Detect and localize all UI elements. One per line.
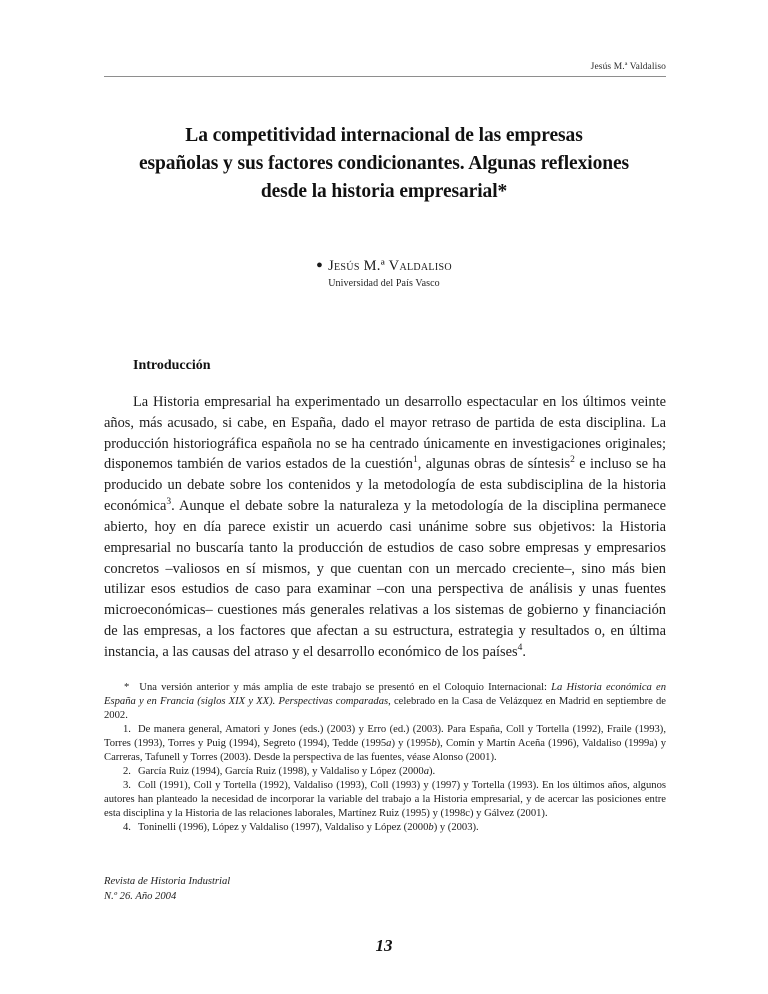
body-paragraph <box>104 392 666 663</box>
footnote-ref-3: 3 <box>166 497 172 508</box>
footnote-4-text-1: Toninelli (1996), López y Valdaliso (1997), Valdaliso y López (2000 <box>137 822 429 834</box>
running-head <box>104 62 666 77</box>
body-text-part-4: . Aunque el debate sobre la naturaleza y la metodología de la disciplina permanece abierto, hoy en día parece existir un acuerdo casi unánime sobre sus objetivos: la Historia empresarial no buscaría tanto la producción de estudios de caso sobre empresas y empresarios concretos –valiosos en sí mismos, y que cuentan con un mercado creciente–, sino más bien utilizar esos estudios de caso para examinar –con una perspectiva de análisis y unas fuentes microeconómicas– cuestiones más generales relativas a los sistemas de gobierno y financiación de las empresas, a los factores que afectan a su estructura, estrategia y resultados o, en última instancia, a las causas del atraso y el desarrollo económico de los países <box>104 498 666 660</box>
footnote-4-text-2: ) y (2003). <box>433 822 479 834</box>
body-text-part-1: La Historia empresarial ha experimentado un desarrollo espectacular en los últimos veinte años, más acusado, si cabe, en España, dado el mayor retraso de partida de esta disciplina. La producción historiográfica española no se ha centrado únicamente en investigaciones originales; disponemos también de varios estados de la cuestión <box>104 394 666 473</box>
footnote-3 <box>104 779 666 821</box>
title-line-3: desde la historia empresarial* <box>260 180 508 202</box>
footnote-2-text-2: ). <box>429 766 436 778</box>
footnote-ref-4: 4 <box>517 642 523 653</box>
footnote-marker-2: 2. <box>123 766 131 778</box>
footnote-star-text-2: , celebrado en la Casa de Velázquez en Madrid en septiembre de 2002. <box>104 696 666 722</box>
footnote-4-italic-1: b <box>428 822 434 834</box>
footnote-marker-star: * <box>124 682 130 693</box>
footnote-2-italic-1: a <box>423 766 430 778</box>
body-text-part-5: . <box>522 643 526 660</box>
footnote-ref-1: 1 <box>413 455 418 466</box>
footnote-4 <box>104 821 666 835</box>
footnote-1-text-2: ) y (1995 <box>391 738 432 750</box>
journal-footer <box>104 874 230 904</box>
footnote-star-italic-title: La Historia económica en España y en Francia (siglos XIX y XX). Perspectivas comparadas <box>104 682 666 708</box>
footnote-ref-2: 2 <box>570 455 575 466</box>
author-line <box>84 258 684 275</box>
page-number: 13 <box>375 936 393 955</box>
journal-issue: N.º 26. Año 2004 <box>104 891 177 903</box>
footnote-marker-3: 3. <box>123 780 131 792</box>
footnote-1-text-3: ), Comín y Martín Aceña (1996), Valdaliso (1999a) y Carreras, Tafunell y Torres (2003). Desde la perspectiva de las fuentes, véase Alonso (2001). <box>104 738 666 764</box>
body-text-part-2: , algunas obras de síntesis <box>417 456 571 473</box>
footnote-2-text-1: García Ruiz (1994), García Ruiz (1998), y Valdaliso y López (2000 <box>137 766 424 778</box>
section-heading-introduccion: Introducción <box>133 358 211 373</box>
footnote-star-text-1: Una versión anterior y más amplia de este trabajo se presentó en el Coloquio Internacional: <box>139 682 552 693</box>
footnote-3-text-1: Coll (1991), Coll y Tortella (1992), Valdaliso (1993), Coll (1993) y (1997) y Tortella (1993). En los últimos años, algunos autores han planteado la necesidad de incorporar la variable del trabajo a la Historia empresarial, y de acercar las posiciones entre esta disciplina y la Historia de las relaciones laborales, Martínez Ruiz (1995) y (1998c) y Gálvez (2001). <box>104 780 666 820</box>
title-block <box>84 122 684 206</box>
footnote-2 <box>104 765 666 779</box>
body-text-part-3: e incluso se ha producido un debate sobre los contenidos y la metodología de esta subdisciplina de la historia económica <box>104 456 667 515</box>
footnote-1 <box>104 723 666 765</box>
header-rule <box>104 76 666 77</box>
footnotes-block <box>104 681 666 835</box>
footnote-marker-1: 1. <box>123 724 131 736</box>
author-affiliation: Universidad del País Vasco <box>328 278 440 289</box>
footnote-1-text-1: De manera general, Amatori y Jones (eds.) (2003) y Erro (ed.) (2003). Para España, Coll y Tortella (1992), Fraile (1993), Torres (1993), Torres y Puig (1994), Segreto (1994), Tedde (1995 <box>104 724 666 750</box>
footnote-marker-4: 4. <box>123 822 131 834</box>
author-name: Jesús M.ª Valdaliso <box>328 258 452 274</box>
journal-name: Revista de Historia Industrial <box>104 876 231 887</box>
author-block <box>84 258 684 289</box>
title-line-1: La competitividad internacional de las empresas <box>185 125 583 146</box>
bullet-icon: ● <box>316 259 324 271</box>
title-line-2: españolas y sus factores condicionantes. Algunas reflexiones <box>138 152 630 174</box>
footnote-1-italic-1: a <box>386 738 392 750</box>
footnote-1-italic-2: b <box>431 738 437 750</box>
body-text <box>104 392 666 663</box>
running-head-text: Jesús M.ª Valdaliso <box>590 62 666 72</box>
footnote-star <box>104 681 666 723</box>
page-title <box>84 122 684 206</box>
